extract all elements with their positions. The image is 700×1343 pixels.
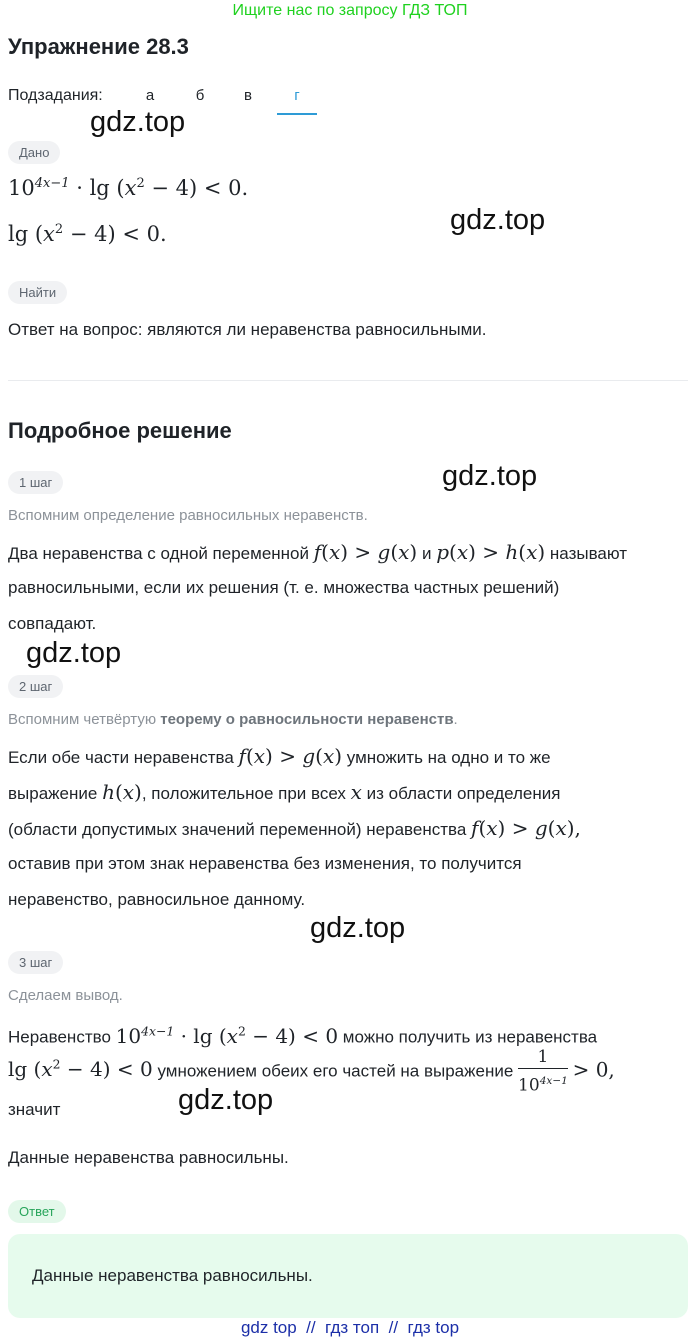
step2-line1: Если обе части неравенства f(x) > g(x) умножить на одно и то же <box>8 744 551 768</box>
step2-line2: выражение h(x), положительное при всех x из области определения <box>8 780 561 804</box>
step2-chip: 2 шаг <box>8 675 63 698</box>
step3-hint: Сделаем вывод. <box>8 987 123 1004</box>
solution-heading: Подробное решение <box>8 418 232 443</box>
step2-line5: неравенство, равносильное данному. <box>8 890 306 909</box>
step2-line4: оставив при этом знак неравенства без изменения, то получится <box>8 854 522 873</box>
answer-text: Данные неравенства равносильны. <box>32 1266 313 1285</box>
step2-hint: Вспомним четвёртую теорему о равносильности неравенств. <box>8 711 458 728</box>
step3-chip: 3 шаг <box>8 951 63 974</box>
step1-line1: Два неравенства с одной переменной f(x) > g(x) и p(x) > h(x) называют <box>8 540 628 564</box>
step1-line3: совпадают. <box>8 614 97 633</box>
step3-line2: $\lg (x^2 - 4) < 0$ умножением обеих его частей на выражение $\frac{1}{10^{4x-1}}$ > 0, <box>8 1047 615 1096</box>
given-inequality-2: $\lg (x^2 - 4) < 0$. <box>8 222 167 246</box>
given-inequality-1: $10^{4x-1} \cdot \lg (x^2 - 4) < 0$. <box>8 176 249 200</box>
step1-hint: Вспомним определение равносильных неравенств. <box>8 507 368 524</box>
tab-g[interactable]: г <box>294 87 300 104</box>
tab-a[interactable]: а <box>145 87 155 104</box>
footer: gdz top // гдз топ // гдз top <box>240 1318 460 1337</box>
find-chip: Найти <box>8 281 67 304</box>
watermark: gdz.top <box>26 637 122 669</box>
step2-line3: (области допустимых значений переменной) неравенства f(x) > g(x), <box>8 816 581 840</box>
watermark: gdz.top <box>310 912 406 944</box>
step1-chip: 1 шаг <box>8 471 63 494</box>
subtasks-label: Подзадания: <box>8 87 103 104</box>
tab-b[interactable]: б <box>195 87 205 104</box>
top-banner: Ищите нас по запросу ГДЗ ТОП <box>232 2 468 19</box>
watermark: gdz.top <box>442 460 538 492</box>
step3-line1: Неравенство $10^{4x-1} \cdot \lg (x^2 - 4) < 0$ можно получить из неравенства <box>8 1023 598 1048</box>
find-text: Ответ на вопрос: являются ли неравенства равносильными. <box>8 320 487 339</box>
watermark: gdz.top <box>450 204 546 236</box>
page-title: Упражнение 28.3 <box>8 34 189 59</box>
active-tab-indicator <box>277 113 317 115</box>
watermark: gdz.top <box>178 1084 274 1116</box>
tab-v[interactable]: в <box>244 87 252 104</box>
fraction: $\frac{1}{10^{4x-1}}$ <box>518 1047 568 1096</box>
step1-line2: равносильными, если их решения (т. е. множества частных решений) <box>8 578 560 597</box>
answer-chip: Ответ <box>8 1200 66 1223</box>
watermark: gdz.top <box>90 106 186 138</box>
step3-line3: значит <box>8 1100 61 1119</box>
step3-conclusion: Данные неравенства равносильны. <box>8 1148 289 1167</box>
divider <box>8 380 688 381</box>
given-chip: Дано <box>8 141 60 164</box>
